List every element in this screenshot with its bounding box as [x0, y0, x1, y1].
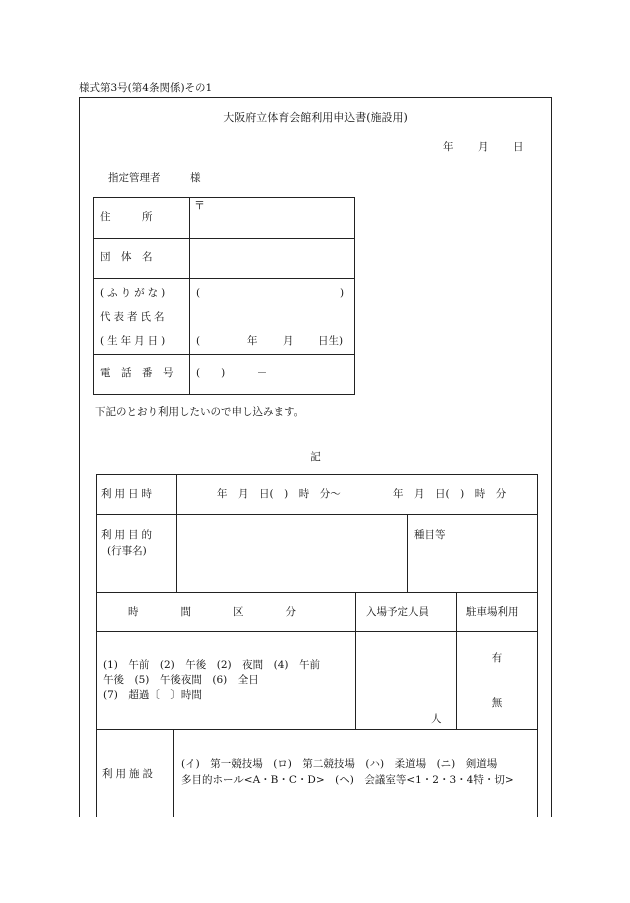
dob-month: 月	[283, 335, 294, 347]
phone-field[interactable]: ( ) －	[196, 367, 268, 379]
purpose-sub-label: (行事名)	[107, 545, 147, 557]
attendance-unit: 人	[431, 713, 442, 725]
address-field[interactable]	[190, 200, 353, 237]
dob-day: 日生)	[318, 335, 344, 347]
date-year: 年	[443, 141, 454, 153]
purpose-label: 利用目的	[101, 529, 155, 541]
ki-heading: 記	[310, 451, 321, 463]
dob-label: (生年月日)	[100, 335, 169, 347]
representative-label: 代表者氏名	[100, 311, 168, 323]
form-number: 様式第3号(第4条関係)その1	[79, 82, 213, 94]
event-type-field[interactable]	[409, 546, 535, 590]
usage-date-end[interactable]: 年 月 日( ) 時 分	[393, 488, 507, 500]
address-label: 住 所	[100, 211, 153, 223]
representative-name-field[interactable]	[192, 306, 352, 328]
postal-mark: 〒	[194, 199, 205, 212]
dob-year: 年	[247, 335, 258, 347]
group-name-label: 団 体 名	[100, 251, 153, 263]
furigana-paren-open: (	[196, 287, 201, 299]
time-options-line2[interactable]: 午後 (5) 午後夜間 (6) 全日	[103, 674, 259, 686]
facility-options-line1[interactable]: (イ) 第一競技場 (ロ) 第二競技場 (ハ) 柔道場 (ニ) 剣道場	[181, 758, 498, 770]
facility-label: 利用施設	[102, 768, 156, 780]
time-options-line1[interactable]: (1) 午前 (2) 午後 (2) 夜間 (4) 午前	[103, 659, 320, 671]
furigana-label: (ふりがな)	[100, 287, 169, 299]
usage-date-label: 利用日時	[101, 488, 155, 500]
facility-options-line2[interactable]: 多目的ホール<A・B・C・D> (ヘ) 会議室等<1・2・3・4特・切>	[181, 774, 514, 786]
date-day: 日	[513, 141, 524, 153]
usage-date-start[interactable]: 年 月 日( ) 時 分～	[217, 488, 341, 500]
parking-yes-option[interactable]: 有	[491, 652, 503, 664]
furigana-paren-close: )	[340, 287, 345, 299]
purpose-field[interactable]	[178, 516, 406, 591]
page-title: 大阪府立体育会館利用申込書(施設用)	[223, 111, 408, 124]
furigana-field[interactable]	[200, 284, 338, 302]
parking-no-option[interactable]: 無	[491, 697, 503, 709]
addressee-label: 指定管理者	[108, 172, 161, 184]
time-section-header: 時 間 区 分	[128, 606, 296, 618]
addressee-honorific: 様	[190, 172, 201, 184]
date-month: 月	[478, 141, 489, 153]
phone-label: 電 話 番 号	[100, 367, 174, 379]
parking-header: 駐車場利用	[466, 606, 519, 618]
outer-frame-top	[79, 97, 552, 98]
attendance-header: 入場予定人員	[366, 606, 429, 618]
time-options-line3[interactable]: (7) 超過〔 〕時間	[103, 689, 202, 701]
group-name-field[interactable]	[190, 239, 353, 277]
intro-text: 下記のとおり利用したいので申し込みます。	[95, 406, 305, 418]
event-type-label: 種目等	[414, 529, 446, 541]
dob-paren-open: (	[196, 335, 201, 347]
